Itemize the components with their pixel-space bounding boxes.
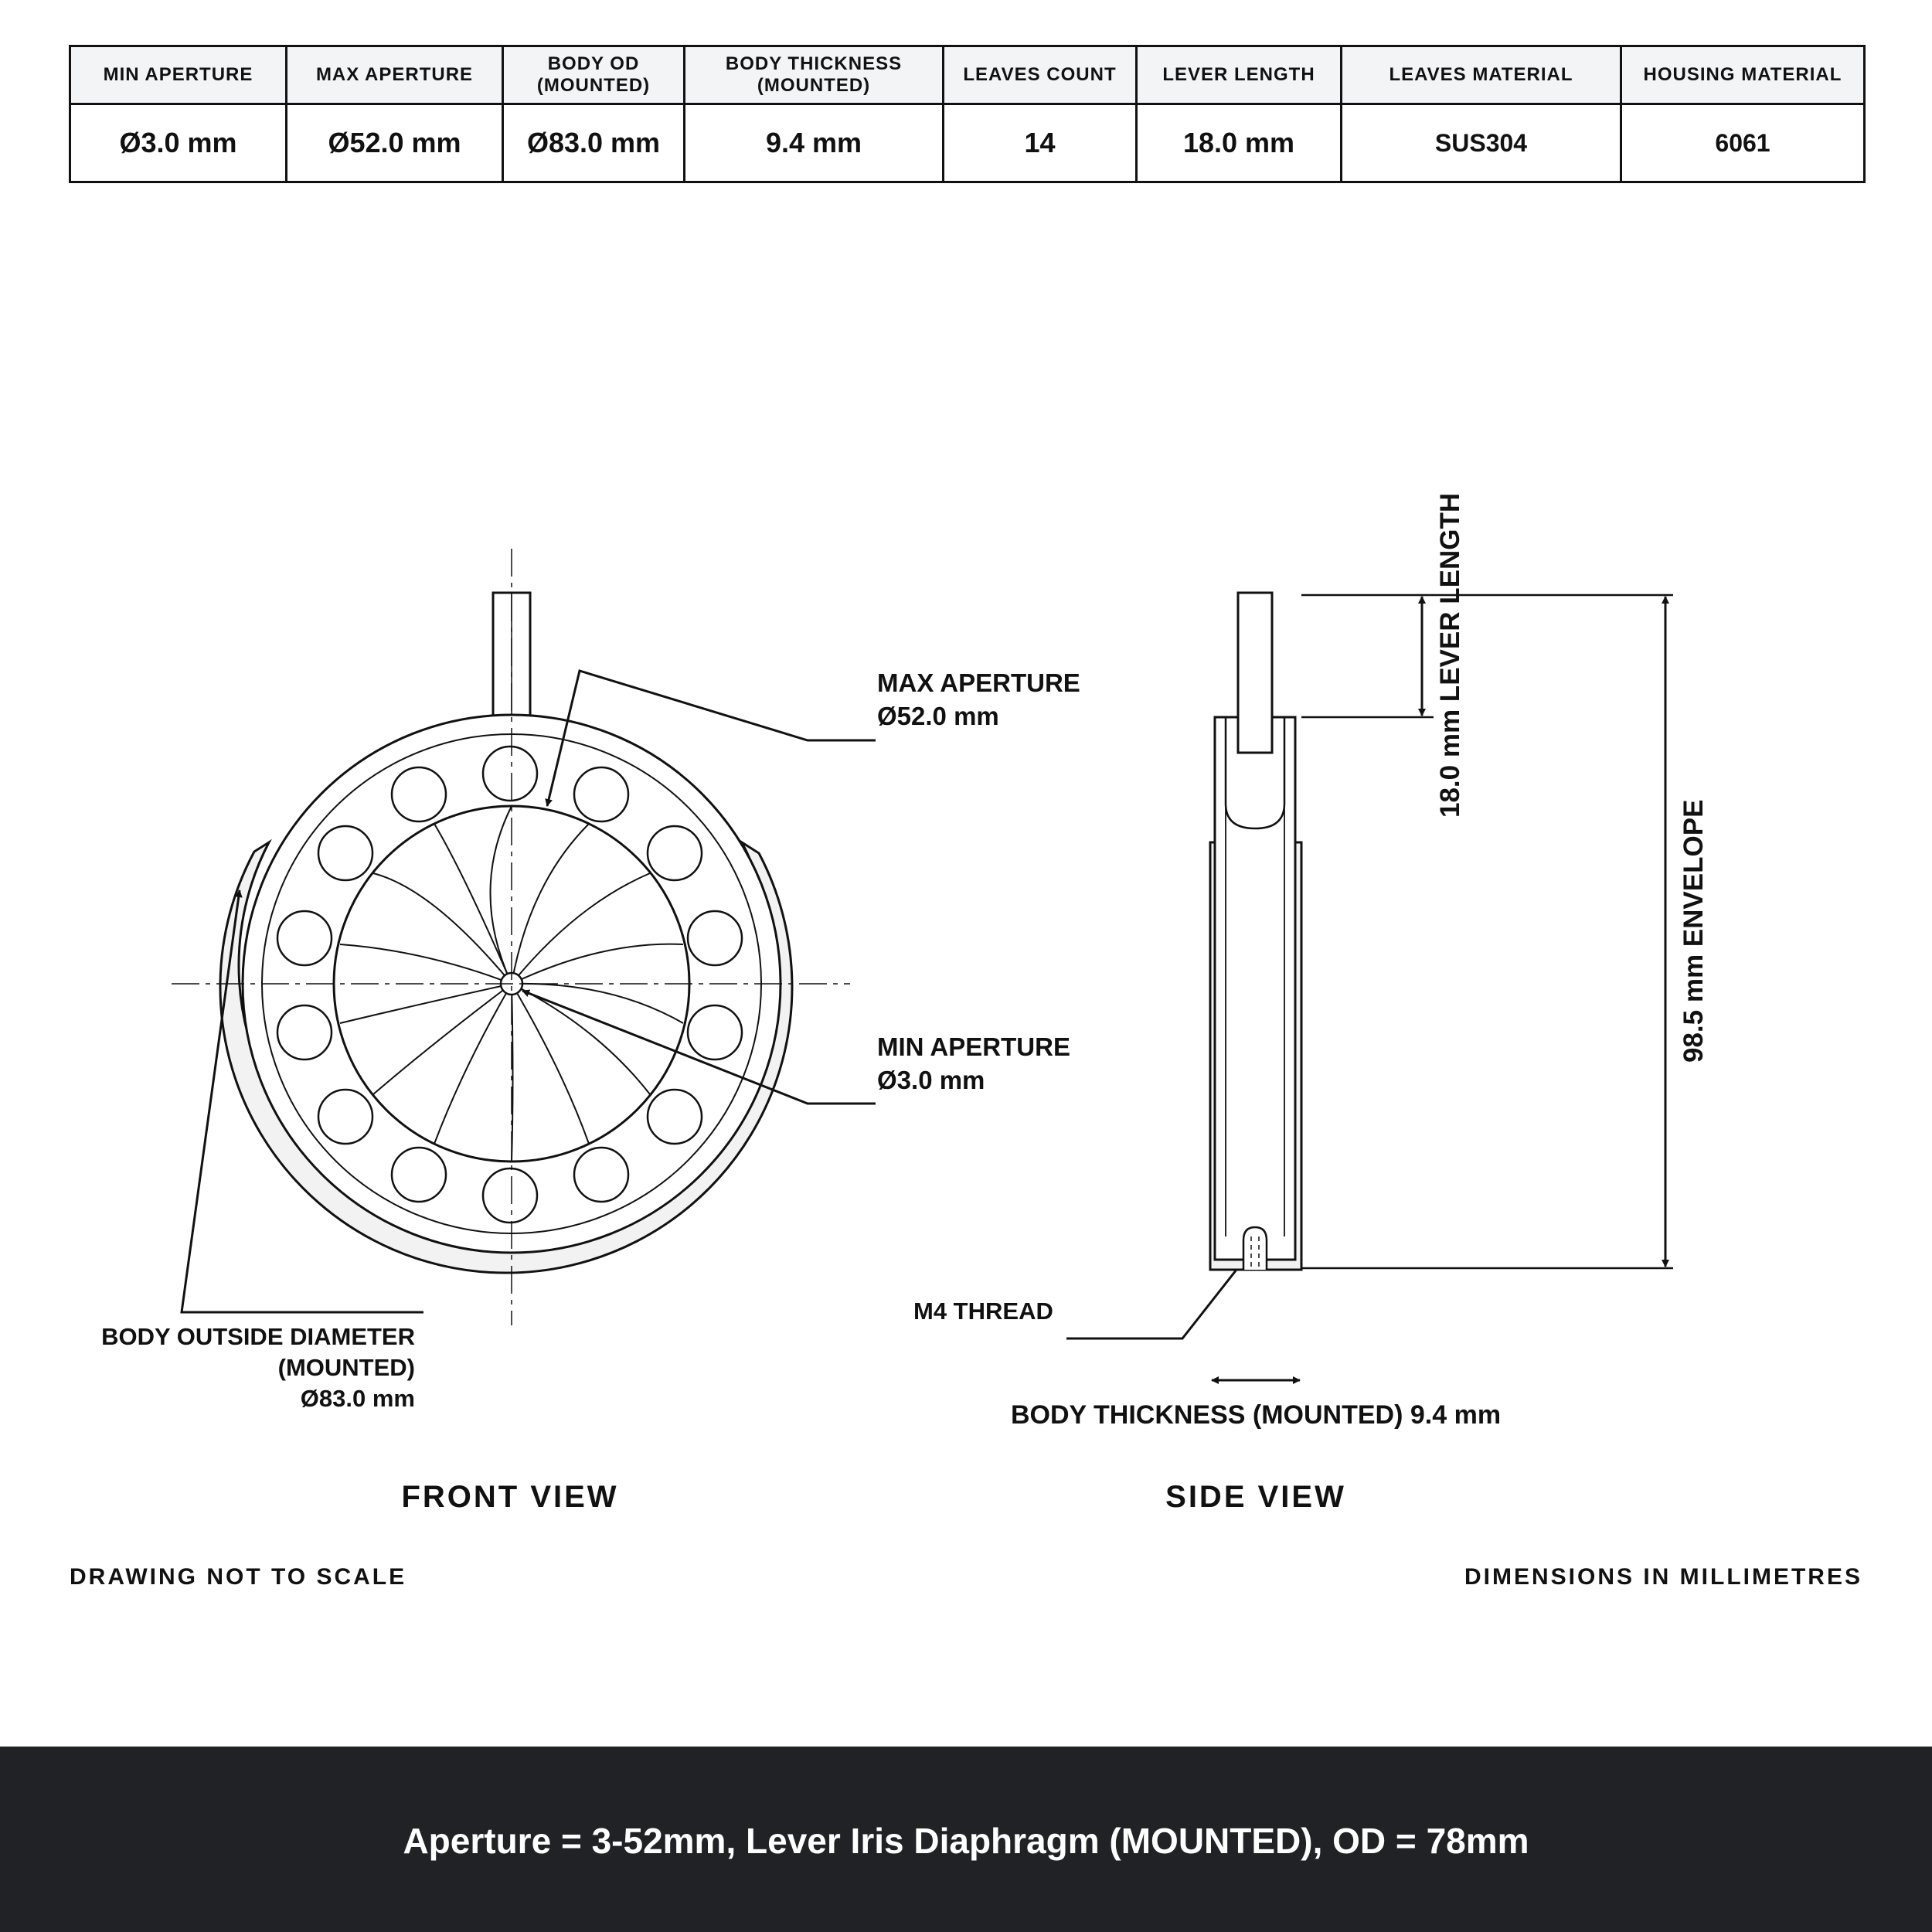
value-body-od: Ø83.0 mm [503, 104, 685, 182]
thickness-label: BODY THICKNESS (MOUNTED) 9.4 mm [1010, 1400, 1502, 1430]
body-od-value: Ø83.0 mm [300, 1385, 415, 1412]
side-view [1066, 593, 1673, 1380]
value-leaves-material: SUS304 [1342, 104, 1621, 182]
lever-length-label: 18.0 mm LEVER LENGTH [1435, 492, 1465, 818]
value-housing-material: 6061 [1621, 104, 1865, 182]
header-body-thickness: BODY THICKNESS (MOUNTED) [685, 46, 944, 104]
min-aperture-label: MIN APERTURE [877, 1032, 1070, 1061]
side-view-title: SIDE VIEW [1165, 1480, 1346, 1514]
header-body-od: BODY OD (MOUNTED) [503, 46, 685, 104]
front-view [172, 549, 876, 1325]
body-od-label-mounted: (MOUNTED) [277, 1354, 415, 1381]
caption-text: Aperture = 3-52mm, Lever Iris Diaphragm (MOUNTED), OD = 78mm [403, 1821, 1529, 1861]
header-housing-material: HOUSING MATERIAL [1621, 46, 1865, 104]
value-min-aperture: Ø3.0 mm [70, 104, 287, 182]
m4-thread-hole [1243, 1227, 1267, 1270]
max-aperture-label: MAX APERTURE [877, 668, 1080, 697]
side-housing [1215, 717, 1295, 1260]
max-aperture-value: Ø52.0 mm [877, 702, 999, 730]
front-view-title: FRONT VIEW [401, 1480, 619, 1514]
m4-thread-leader [1066, 1270, 1236, 1338]
header-leaves-count: LEAVES COUNT [944, 46, 1137, 104]
units-note: DIMENSIONS IN MILLIMETRES [1464, 1564, 1862, 1590]
not-to-scale-note: DRAWING NOT TO SCALE [70, 1564, 407, 1590]
body-od-label: BODY OUTSIDE DIAMETER [101, 1323, 415, 1350]
header-leaves-material: LEAVES MATERIAL [1342, 46, 1621, 104]
header-min-aperture: MIN APERTURE [70, 46, 287, 104]
value-max-aperture: Ø52.0 mm [287, 104, 503, 182]
envelope-label: 98.5 mm ENVELOPE [1679, 799, 1709, 1063]
side-lever-pin [1238, 593, 1272, 753]
value-lever-length: 18.0 mm [1137, 104, 1342, 182]
value-body-thickness: 9.4 mm [685, 104, 944, 182]
min-aperture-value: Ø3.0 mm [877, 1066, 985, 1094]
value-leaves-count: 14 [944, 104, 1137, 182]
header-lever-length: LEVER LENGTH [1137, 46, 1342, 104]
m4-thread-label: M4 THREAD [913, 1298, 1053, 1325]
header-max-aperture: MAX APERTURE [287, 46, 503, 104]
